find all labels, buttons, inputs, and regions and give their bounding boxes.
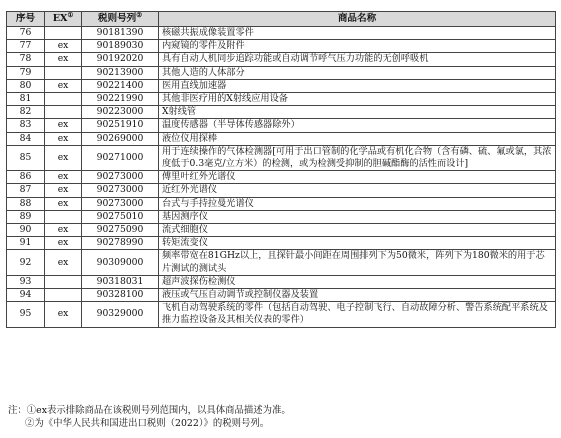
table-body	[7, 27, 556, 328]
cell-name: 频率带宽在81GHz以上，且探针最小间距在周围排列下为50微米，阵列下为180微米的用于芯片测试的测试头	[159, 250, 556, 275]
cell-ex	[45, 27, 82, 40]
cell-name: 转矩流变仪	[159, 237, 556, 250]
cell-ex: ex	[45, 79, 82, 92]
cell-code: 90271000	[82, 145, 159, 170]
table-row	[7, 302, 556, 327]
cell-code: 90309000	[82, 250, 159, 275]
cell-code: 90329000	[82, 302, 159, 327]
cell-name: 用于连续操作的气体检测器[可用于出口管制的化学品或有机化合物（含有磷、硫、氟或氯，其浓度低于0.3毫克/立方米）的检测，或为检测受抑制的胆碱酯酶的活性而设计]	[159, 145, 556, 170]
cell-name: 医用直线加速器	[159, 79, 556, 92]
table-row	[7, 66, 556, 79]
cell-code: 90223000	[82, 106, 159, 119]
table-row	[7, 197, 556, 210]
cell-name: 温度传感器（半导体传感器除外）	[159, 119, 556, 132]
cell-ex: ex	[45, 171, 82, 184]
cell-ex	[45, 93, 82, 106]
cell-ex	[45, 106, 82, 119]
cell-seq: 81	[7, 93, 45, 106]
table-row	[7, 171, 556, 184]
cell-name: 液压或气压自动调节或控制仪器及装置	[159, 289, 556, 302]
cell-code: 90251910	[82, 119, 159, 132]
cell-name: 液位仪用探棒	[159, 132, 556, 145]
cell-name: 其他人造的人体部分	[159, 66, 556, 79]
cell-ex	[45, 210, 82, 223]
cell-ex	[45, 289, 82, 302]
cell-ex: ex	[45, 302, 82, 327]
cell-code: 90273000	[82, 184, 159, 197]
cell-name: X射线管	[159, 106, 556, 119]
cell-code: 90221990	[82, 93, 159, 106]
table-row	[7, 27, 556, 40]
header-name: 商品名称	[159, 12, 556, 27]
cell-code: 90192020	[82, 53, 159, 66]
cell-name: 基因测序仪	[159, 210, 556, 223]
cell-seq: 85	[7, 145, 45, 170]
cell-seq: 86	[7, 171, 45, 184]
table-row	[7, 93, 556, 106]
cell-code: 90273000	[82, 197, 159, 210]
cell-seq: 94	[7, 289, 45, 302]
footnote-2: ②为《中华人民共和国进出口税则（2022）》的税则号列。	[25, 418, 270, 429]
cell-seq: 77	[7, 40, 45, 53]
cell-name: 台式与手持拉曼光谱仪	[159, 197, 556, 210]
footnote-1: 注：①ex表示排除商品在该税则号列范围内，以具体商品描述为准。	[8, 405, 291, 416]
tariff-table-container	[6, 11, 555, 328]
cell-ex	[45, 275, 82, 288]
cell-seq: 82	[7, 106, 45, 119]
cell-name: 其他非医疗用的X射线应用设备	[159, 93, 556, 106]
cell-ex	[45, 66, 82, 79]
cell-seq: 84	[7, 132, 45, 145]
table-row	[7, 184, 556, 197]
table-row	[7, 106, 556, 119]
cell-seq: 78	[7, 53, 45, 66]
cell-seq: 89	[7, 210, 45, 223]
footnotes	[8, 404, 548, 430]
cell-code: 90275010	[82, 210, 159, 223]
cell-ex: ex	[45, 40, 82, 53]
cell-code: 90328100	[82, 289, 159, 302]
cell-name: 核磁共振成像装置零件	[159, 27, 556, 40]
cell-seq: 76	[7, 27, 45, 40]
cell-ex: ex	[45, 237, 82, 250]
cell-ex: ex	[45, 197, 82, 210]
table-row	[7, 40, 556, 53]
table-row	[7, 289, 556, 302]
tariff-table	[6, 11, 556, 328]
cell-seq: 91	[7, 237, 45, 250]
table-row	[7, 119, 556, 132]
cell-ex: ex	[45, 53, 82, 66]
cell-seq: 92	[7, 250, 45, 275]
cell-code: 90275090	[82, 224, 159, 237]
footnote-label: 注：	[8, 405, 27, 416]
cell-name: 内窥镜的零件及附件	[159, 40, 556, 53]
cell-name: 流式细胞仪	[159, 224, 556, 237]
table-row	[7, 250, 556, 275]
header-ex: EX①	[45, 12, 82, 27]
cell-code: 90189030	[82, 40, 159, 53]
cell-seq: 80	[7, 79, 45, 92]
cell-name: 具有自动人机同步追踪功能或自动调节呼气压力功能的无创呼吸机	[159, 53, 556, 66]
cell-name: 傅里叶红外光谱仪	[159, 171, 556, 184]
cell-seq: 93	[7, 275, 45, 288]
cell-name: 近红外光谱仪	[159, 184, 556, 197]
table-row	[7, 224, 556, 237]
header-seq: 序号	[7, 12, 45, 27]
cell-seq: 95	[7, 302, 45, 327]
cell-code: 90213900	[82, 66, 159, 79]
cell-code: 90181390	[82, 27, 159, 40]
cell-code: 90269000	[82, 132, 159, 145]
cell-seq: 79	[7, 66, 45, 79]
table-row	[7, 132, 556, 145]
cell-ex: ex	[45, 250, 82, 275]
header-ex-note-mark: ①	[67, 10, 74, 19]
cell-code: 90278990	[82, 237, 159, 250]
cell-ex: ex	[45, 184, 82, 197]
cell-seq: 83	[7, 119, 45, 132]
cell-seq: 88	[7, 197, 45, 210]
cell-seq: 87	[7, 184, 45, 197]
cell-code: 90221400	[82, 79, 159, 92]
table-row	[7, 210, 556, 223]
cell-ex: ex	[45, 119, 82, 132]
cell-name: 飞机自动驾驶系统的零件（包括自动驾驶、电子控制飞行、自动故障分析、警告系统配平系统及推力监控设备及其相关仪表的零件）	[159, 302, 556, 327]
cell-ex: ex	[45, 132, 82, 145]
table-row	[7, 237, 556, 250]
table-row	[7, 53, 556, 66]
header-code: 税则号列②	[82, 12, 159, 27]
cell-ex: ex	[45, 224, 82, 237]
cell-name: 超声波探伤检测仪	[159, 275, 556, 288]
table-header-row	[7, 12, 556, 27]
cell-ex: ex	[45, 145, 82, 170]
table-row	[7, 275, 556, 288]
header-code-note-mark: ②	[136, 10, 143, 19]
table-row	[7, 145, 556, 170]
table-row	[7, 79, 556, 92]
cell-code: 90318031	[82, 275, 159, 288]
cell-code: 90273000	[82, 171, 159, 184]
cell-seq: 90	[7, 224, 45, 237]
